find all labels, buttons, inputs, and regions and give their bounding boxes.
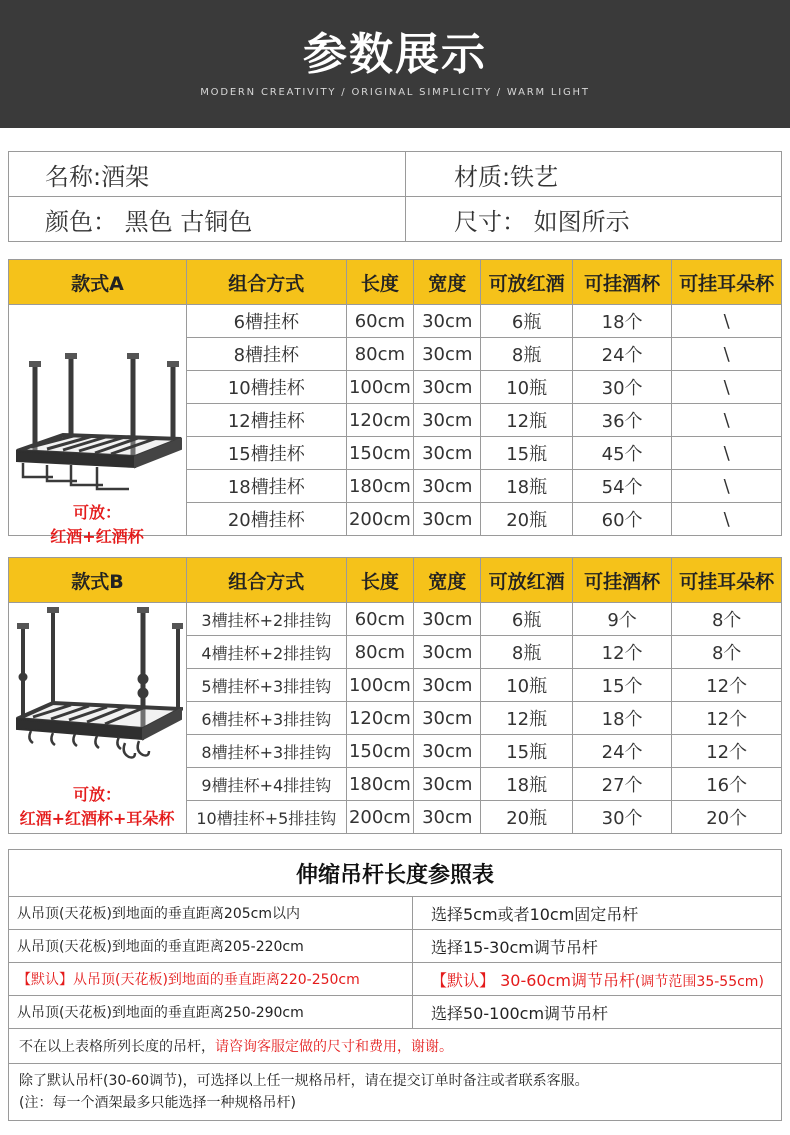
cell-width: 30cm bbox=[414, 338, 481, 371]
cell-width: 30cm bbox=[414, 503, 481, 536]
cell-combination: 10槽挂杯+5排挂钩 bbox=[186, 801, 346, 834]
col-header-combination: 组合方式 bbox=[186, 260, 346, 305]
table-row bbox=[9, 996, 782, 1029]
cell-width: 30cm bbox=[414, 702, 481, 735]
cell-width: 30cm bbox=[414, 603, 481, 636]
cell-wine: 12瓶 bbox=[481, 404, 572, 437]
col-header-width: 宽度 bbox=[414, 260, 481, 305]
rod-selection-note-line1: 除了默认吊杆(30-60调节)，可选择以上任一规格吊杆，请在提交订单时备注或者联系客服。 bbox=[19, 1073, 589, 1089]
reference-rod-default-range: (调节范围35-55cm) bbox=[634, 973, 764, 990]
style-a-image-cell bbox=[9, 305, 187, 546]
cell-length: 200cm bbox=[346, 801, 413, 834]
page-title: 参数展示 bbox=[303, 29, 487, 80]
cell-mugs: 12个 bbox=[672, 669, 782, 702]
reference-rod-default bbox=[413, 963, 782, 996]
cell-width: 30cm bbox=[414, 735, 481, 768]
header-banner bbox=[0, 0, 790, 128]
wine-rack-image bbox=[13, 351, 183, 493]
style-b-note bbox=[9, 783, 185, 831]
reference-distance-default: 【默认】从吊顶(天花板)到地面的垂直距离220-250cm bbox=[9, 963, 413, 996]
info-color: 颜色： 黑色 古铜色 bbox=[9, 197, 406, 242]
cell-glasses: 24个 bbox=[572, 338, 672, 371]
cell-combination: 18槽挂杯 bbox=[186, 470, 346, 503]
info-name: 名称:酒架 bbox=[9, 152, 406, 197]
cell-mugs: \ bbox=[672, 305, 782, 338]
rod-length-reference-table bbox=[8, 849, 782, 1121]
cell-combination: 5槽挂杯+3排挂钩 bbox=[186, 669, 346, 702]
cell-wine: 10瓶 bbox=[481, 669, 572, 702]
cell-length: 180cm bbox=[346, 470, 413, 503]
cell-length: 180cm bbox=[346, 768, 413, 801]
cell-glasses: 30个 bbox=[572, 371, 672, 404]
cell-glasses: 9个 bbox=[572, 603, 672, 636]
cell-combination: 15槽挂杯 bbox=[186, 437, 346, 470]
cell-glasses: 45个 bbox=[572, 437, 672, 470]
cell-combination: 8槽挂杯+3排挂钩 bbox=[186, 735, 346, 768]
wine-rack-with-hooks-image bbox=[13, 607, 183, 777]
style-a-note bbox=[9, 501, 185, 549]
reference-distance: 从吊顶(天花板)到地面的垂直距离250-290cm bbox=[9, 996, 413, 1029]
col-header-mugs: 可挂耳朵杯 bbox=[672, 260, 782, 305]
cell-combination: 6槽挂杯 bbox=[186, 305, 346, 338]
cell-combination: 6槽挂杯+3排挂钩 bbox=[186, 702, 346, 735]
product-info-table bbox=[8, 151, 782, 242]
table-row bbox=[9, 603, 782, 636]
cell-mugs: 8个 bbox=[672, 603, 782, 636]
cell-width: 30cm bbox=[414, 404, 481, 437]
cell-length: 100cm bbox=[346, 669, 413, 702]
cell-width: 30cm bbox=[414, 371, 481, 404]
col-header-wine: 可放红酒 bbox=[481, 558, 572, 603]
table-row-default bbox=[9, 963, 782, 996]
cell-combination: 12槽挂杯 bbox=[186, 404, 346, 437]
reference-distance: 从吊顶(天花板)到地面的垂直距离205-220cm bbox=[9, 930, 413, 963]
table-row bbox=[9, 930, 782, 963]
cell-wine: 6瓶 bbox=[481, 305, 572, 338]
cell-glasses: 54个 bbox=[572, 470, 672, 503]
cell-wine: 20瓶 bbox=[481, 801, 572, 834]
reference-rod: 选择15-30cm调节吊杆 bbox=[413, 930, 782, 963]
style-b-table bbox=[8, 557, 782, 834]
cell-combination: 9槽挂杯+4排挂钩 bbox=[186, 768, 346, 801]
table-row bbox=[9, 305, 782, 338]
col-header-combination: 组合方式 bbox=[186, 558, 346, 603]
info-material: 材质:铁艺 bbox=[406, 152, 782, 197]
cell-wine: 18瓶 bbox=[481, 470, 572, 503]
cell-mugs: 12个 bbox=[672, 702, 782, 735]
cell-mugs: 16个 bbox=[672, 768, 782, 801]
style-b-image-cell bbox=[9, 603, 187, 834]
cell-glasses: 18个 bbox=[572, 702, 672, 735]
reference-rod-default-label: 【默认】 30-60cm调节吊杆 bbox=[431, 970, 635, 990]
col-header-glasses: 可挂酒杯 bbox=[572, 558, 672, 603]
cell-width: 30cm bbox=[414, 669, 481, 702]
cell-length: 200cm bbox=[346, 503, 413, 536]
cell-length: 150cm bbox=[346, 735, 413, 768]
cell-mugs: 12个 bbox=[672, 735, 782, 768]
cell-length: 80cm bbox=[346, 636, 413, 669]
cell-wine: 6瓶 bbox=[481, 603, 572, 636]
cell-combination: 20槽挂杯 bbox=[186, 503, 346, 536]
cell-mugs: \ bbox=[672, 371, 782, 404]
page-subtitle: MODERN CREATIVITY / ORIGINAL SIMPLICITY / WARM LIGHT bbox=[200, 87, 590, 98]
cell-mugs: 8个 bbox=[672, 636, 782, 669]
col-header-mugs: 可挂耳朵杯 bbox=[672, 558, 782, 603]
custom-order-note bbox=[9, 1029, 782, 1064]
cell-width: 30cm bbox=[414, 768, 481, 801]
reference-title: 伸缩吊杆长度参照表 bbox=[9, 850, 782, 897]
cell-mugs: \ bbox=[672, 437, 782, 470]
cell-glasses: 15个 bbox=[572, 669, 672, 702]
cell-glasses: 18个 bbox=[572, 305, 672, 338]
cell-glasses: 24个 bbox=[572, 735, 672, 768]
cell-combination: 3槽挂杯+2排挂钩 bbox=[186, 603, 346, 636]
cell-combination: 8槽挂杯 bbox=[186, 338, 346, 371]
style-b-header-row bbox=[9, 558, 782, 603]
cell-combination: 10槽挂杯 bbox=[186, 371, 346, 404]
cell-length: 150cm bbox=[346, 437, 413, 470]
cell-glasses: 36个 bbox=[572, 404, 672, 437]
style-a-header-row bbox=[9, 260, 782, 305]
style-b-note-line2: 红酒+红酒杯+耳朵杯 bbox=[19, 809, 175, 828]
cell-combination: 4槽挂杯+2排挂钩 bbox=[186, 636, 346, 669]
style-a-table bbox=[8, 259, 782, 546]
style-a-note-line1: 可放： bbox=[72, 503, 121, 522]
cell-wine: 18瓶 bbox=[481, 768, 572, 801]
cell-wine: 20瓶 bbox=[481, 503, 572, 536]
cell-length: 60cm bbox=[346, 603, 413, 636]
cell-glasses: 60个 bbox=[572, 503, 672, 536]
cell-glasses: 12个 bbox=[572, 636, 672, 669]
table-row bbox=[9, 897, 782, 930]
cell-mugs: 20个 bbox=[672, 801, 782, 834]
cell-width: 30cm bbox=[414, 801, 481, 834]
cell-width: 30cm bbox=[414, 437, 481, 470]
cell-mugs: \ bbox=[672, 470, 782, 503]
cell-mugs: \ bbox=[672, 503, 782, 536]
col-header-length: 长度 bbox=[346, 260, 413, 305]
reference-rod: 选择5cm或者10cm固定吊杆 bbox=[413, 897, 782, 930]
col-header-length: 长度 bbox=[346, 558, 413, 603]
info-size: 尺寸： 如图所示 bbox=[406, 197, 782, 242]
custom-order-note-text: 不在以上表格所列长度的吊杆， bbox=[19, 1039, 215, 1055]
cell-length: 120cm bbox=[346, 404, 413, 437]
cell-wine: 15瓶 bbox=[481, 437, 572, 470]
cell-length: 120cm bbox=[346, 702, 413, 735]
cell-width: 30cm bbox=[414, 470, 481, 503]
cell-wine: 15瓶 bbox=[481, 735, 572, 768]
cell-wine: 12瓶 bbox=[481, 702, 572, 735]
style-a-label: 款式A bbox=[9, 260, 187, 305]
col-header-glasses: 可挂酒杯 bbox=[572, 260, 672, 305]
cell-wine: 8瓶 bbox=[481, 636, 572, 669]
col-header-wine: 可放红酒 bbox=[481, 260, 572, 305]
cell-glasses: 30个 bbox=[572, 801, 672, 834]
custom-order-note-highlight: 请咨询客服定做的尺寸和费用，谢谢。 bbox=[215, 1039, 453, 1055]
style-a-note-line2: 红酒+红酒杯 bbox=[50, 527, 144, 546]
reference-rod: 选择50-100cm调节吊杆 bbox=[413, 996, 782, 1029]
reference-distance: 从吊顶(天花板)到地面的垂直距离205cm以内 bbox=[9, 897, 413, 930]
cell-mugs: \ bbox=[672, 338, 782, 371]
cell-wine: 8瓶 bbox=[481, 338, 572, 371]
cell-mugs: \ bbox=[672, 404, 782, 437]
rod-selection-note bbox=[9, 1064, 782, 1121]
cell-length: 60cm bbox=[346, 305, 413, 338]
style-b-note-line1: 可放： bbox=[72, 785, 121, 804]
cell-length: 100cm bbox=[346, 371, 413, 404]
col-header-width: 宽度 bbox=[414, 558, 481, 603]
cell-width: 30cm bbox=[414, 305, 481, 338]
rod-selection-note-line2: (注：每一个酒架最多只能选择一种规格吊杆) bbox=[19, 1095, 296, 1111]
cell-length: 80cm bbox=[346, 338, 413, 371]
cell-width: 30cm bbox=[414, 636, 481, 669]
cell-wine: 10瓶 bbox=[481, 371, 572, 404]
cell-glasses: 27个 bbox=[572, 768, 672, 801]
style-b-label: 款式B bbox=[9, 558, 187, 603]
